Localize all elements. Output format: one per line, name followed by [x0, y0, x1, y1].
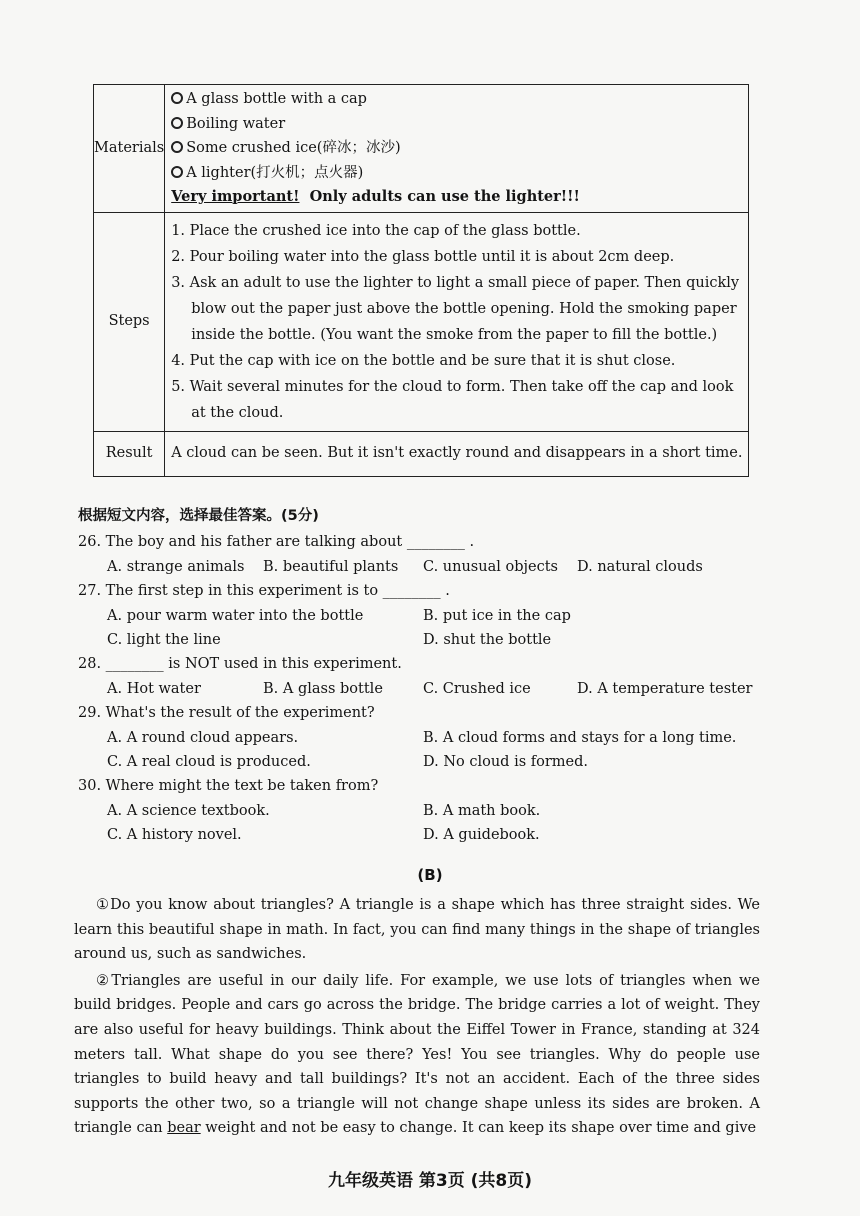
option: C. A real cloud is produced. — [107, 754, 311, 771]
option: D. A temperature tester — [577, 680, 753, 697]
option: B. A glass bottle — [263, 680, 383, 697]
circle-bullet-icon — [171, 92, 183, 104]
question-27: 27. The first step in this experiment is to ________ . — [78, 583, 450, 600]
question-27-options — [78, 604, 778, 628]
question-28-options — [78, 677, 778, 701]
option: A. A round cloud appears. — [107, 729, 299, 746]
option: C. Crushed ice — [423, 680, 531, 697]
question-28: 28. ________ is NOT used in this experiment. — [78, 656, 402, 673]
steps-cell — [165, 212, 749, 431]
steps-row — [94, 212, 749, 431]
question-26: 26. The boy and his father are talking about ________ . — [78, 534, 475, 551]
option: D. No cloud is formed. — [423, 754, 589, 771]
question-29-options — [78, 726, 778, 750]
option: D. shut the bottle — [423, 632, 552, 649]
step-item: 4. Put the cap with ice on the bottle and be sure that it is shut close. — [171, 352, 676, 369]
option: C. light the line — [107, 632, 221, 649]
question-30-options — [78, 823, 778, 847]
passage-b — [74, 893, 760, 1143]
steps-label: Steps — [94, 212, 165, 431]
paragraph-2: ②Triangles are useful in our daily life. For example, we use lots of triangles when we build bridges. People and cars go across the bridge. The bridge carries a lot of weight. They are also useful for heavy buildings. Think about the Eiffel Tower in France, standing at 324 meters tall. What shape do you see there? Yes! You see triangles. Why do people use triangles to build heavy and tall buildings? It's not an accident. Each of the three sides supports the other two, so a triangle will not change shape unless its sides are broken. A triangle can bear weight and not be easy to change. It can keep its shape over time and give — [74, 972, 760, 1137]
option: B. A math book. — [423, 802, 541, 819]
underlined-word: bear — [167, 1120, 201, 1137]
circle-bullet-icon — [171, 117, 183, 129]
option: A. strange animals — [107, 558, 245, 575]
material-item: A lighter(打火机；点火器) — [171, 161, 742, 186]
result-row — [94, 431, 749, 476]
question-30: 30. Where might the text be taken from? — [78, 778, 379, 795]
experiment-table — [93, 84, 749, 477]
question-27-options — [78, 628, 778, 652]
option: C. unusual objects — [423, 558, 558, 575]
material-item: Boiling water — [171, 112, 742, 137]
option: D. A guidebook. — [423, 827, 540, 844]
option: B. put ice in the cap — [423, 607, 571, 624]
option: A. pour warm water into the bottle — [107, 607, 364, 624]
option: D. natural clouds — [577, 558, 703, 575]
option: B. beautiful plants — [263, 558, 399, 575]
option: B. A cloud forms and stays for a long time. — [423, 729, 737, 746]
question-30-options — [78, 799, 778, 823]
material-item: A glass bottle with a cap — [171, 87, 742, 112]
material-item: Some crushed ice(碎冰；冰沙) — [171, 136, 742, 161]
result-text: A cloud can be seen. But it isn't exactly round and disappears in a short time. — [165, 431, 749, 476]
paragraph-1: ①Do you know about triangles? A triangle is a shape which has three straight sides. We learn this beautiful shape in math. In fact, you can find many things in the shape of triangles around us, such as sandwiches. — [74, 897, 760, 963]
questions-heading: 根据短文内容，选择最佳答案。(5分) — [78, 508, 319, 524]
circle-bullet-icon — [171, 141, 183, 153]
question-26-options — [78, 555, 778, 579]
option: C. A history novel. — [107, 827, 242, 844]
step-item: 5. Wait several minutes for the cloud to form. Then take off the cap and look at the cloud. — [171, 378, 734, 421]
questions-section — [78, 504, 778, 848]
page-footer: 九年级英语 第3页 (共8页) — [327, 1171, 533, 1191]
step-item: 3. Ask an adult to use the lighter to light a small piece of paper. Then quickly blow out the paper just above the bottle opening. Hold the smoking paper inside the bottle. (You want the smoke from the paper to fill the bottle.) — [171, 274, 740, 343]
section-b-title: (B) — [417, 866, 443, 884]
question-29-options — [78, 750, 778, 774]
materials-label: Materials — [94, 85, 165, 213]
circle-bullet-icon — [171, 166, 183, 178]
option: A. A science textbook. — [107, 802, 270, 819]
warning-text: Very important! Only adults can use the lighter!!! — [171, 188, 580, 205]
materials-row — [94, 85, 749, 213]
step-item: 1. Place the crushed ice into the cap of the glass bottle. — [171, 222, 581, 239]
option: A. Hot water — [107, 680, 201, 697]
result-label: Result — [94, 431, 165, 476]
step-item: 2. Pour boiling water into the glass bottle until it is about 2cm deep. — [171, 248, 675, 265]
materials-cell — [165, 85, 749, 213]
question-29: 29. What's the result of the experiment? — [78, 705, 375, 722]
